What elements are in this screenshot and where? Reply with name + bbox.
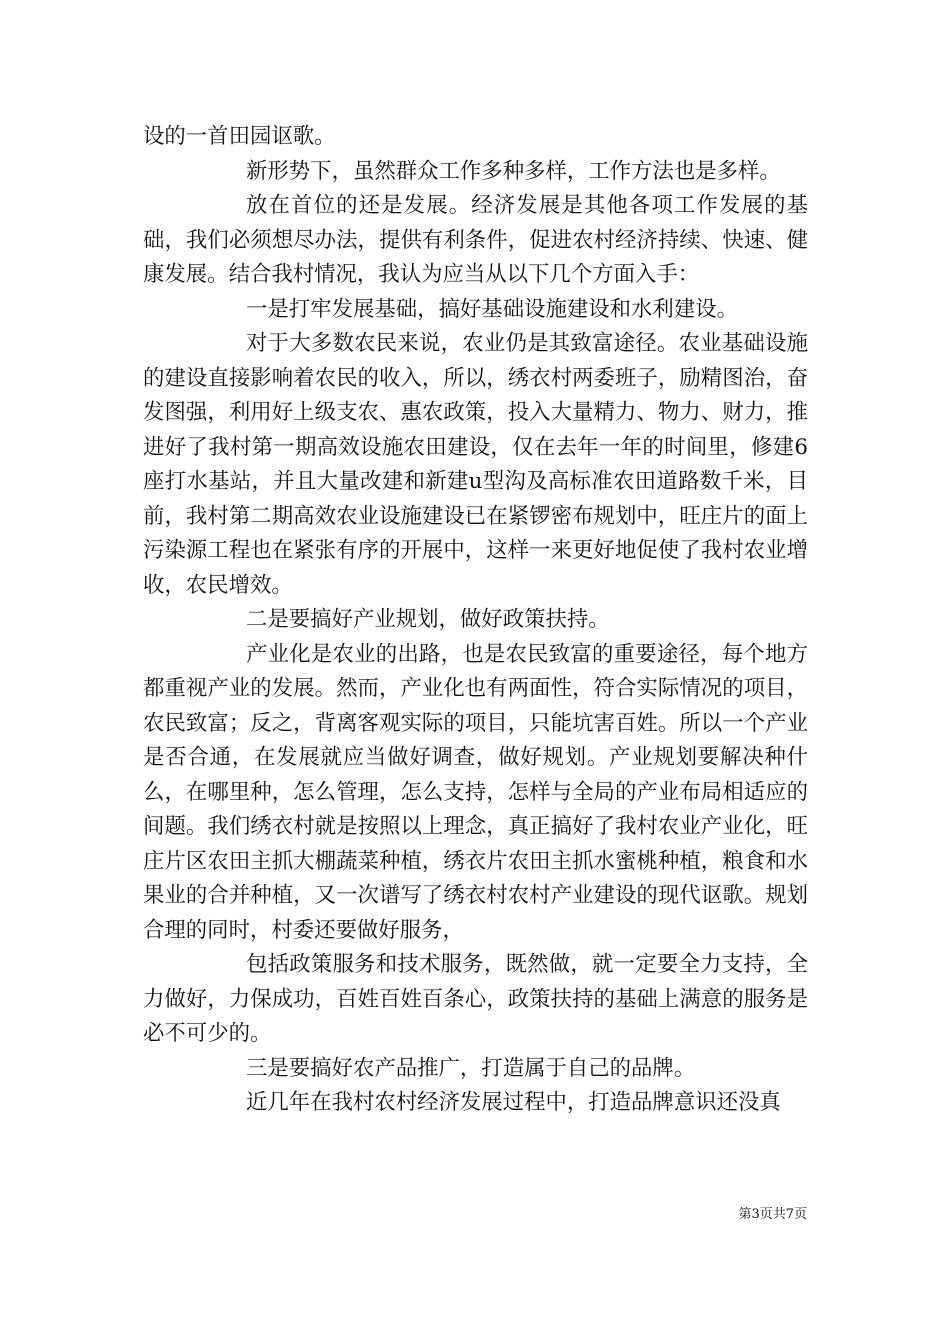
paragraph: 放在首位的还是发展。经济发展是其他各项工作发展的基础，我们必须想尽办法，提供有利条件，促进农村经济持续、快速、健康发展。结合我村情况，我认为应当从以下几个方面入手： — [143, 193, 808, 287]
paragraph: 包括政策服务和技术服务，既然做，就一定要全力支持，全力做好，力保成功，百姓百姓百条心，政策扶持的基础上满意的服务是必不可少的。 — [143, 952, 808, 1046]
document-body — [143, 120, 808, 1121]
section-heading-3: 三是要搞好农产品推广，打造属于自己的品牌。 — [246, 1055, 696, 1081]
page-number: 第3页共7页 — [738, 1207, 807, 1222]
paragraph: 对于大多数农民来说，农业仍是其致富途径。农业基础设施的建设直接影响着农民的收入，所以，绣衣村两委班子，励精图治，奋发图强，利用好上级支农、惠农政策，投入大量精力、物力、财力，推进好了我村第一期高效设施农田建设，仅在去年一年的时间里，修建6座打水基站，并且大量改建和新建u型沟及高标准农田道路数千米，目前，我村第二期高效农业设施建设已在紧锣密布规划中，旺庄片的面上污染源工程也在紧张有序的开展中，这样一来更好地促使了我村农业增收，农民增效。 — [143, 331, 808, 598]
paragraph: 产业化是农业的出路，也是农民致富的重要途径，每个地方都重视产业的发展。然而，产业化也有两面性，符合实际情况的项目，农民致富；反之，背离客观实际的项目，只能坑害百姓。所以一个产业是否合通，在发展就应当做好调查，做好规划。产业规划要解决种什么，在哪里种，怎么管理，怎么支持，怎样与全局的产业布局相适应的间题。我们绣衣村就是按照以上理念，真正搞好了我村农业产业化，旺庄片区农田主抓大棚蔬菜种植，绣衣片农田主抓水蜜桃种植，粮食和水果业的合并种植，又一次谱写了绣衣村农村产业建设的现代讴歌。规划合理的同时，村委还要做好服务， — [143, 641, 808, 943]
paragraph-continuation: 设的一首田园讴歌。 — [143, 124, 336, 149]
section-heading-2: 二是要搞好产业规划，做好政策扶持。 — [246, 607, 610, 632]
paragraph: 新形势下，虽然群众工作多种多样，工作方法也是多样。 — [246, 158, 781, 184]
paragraph: 近几年在我村农村经济发展过程中，打造品牌意识还没真 — [246, 1090, 781, 1115]
section-heading-1: 一是打牢发展基础，搞好基础设施建设和水利建设。 — [246, 296, 738, 322]
